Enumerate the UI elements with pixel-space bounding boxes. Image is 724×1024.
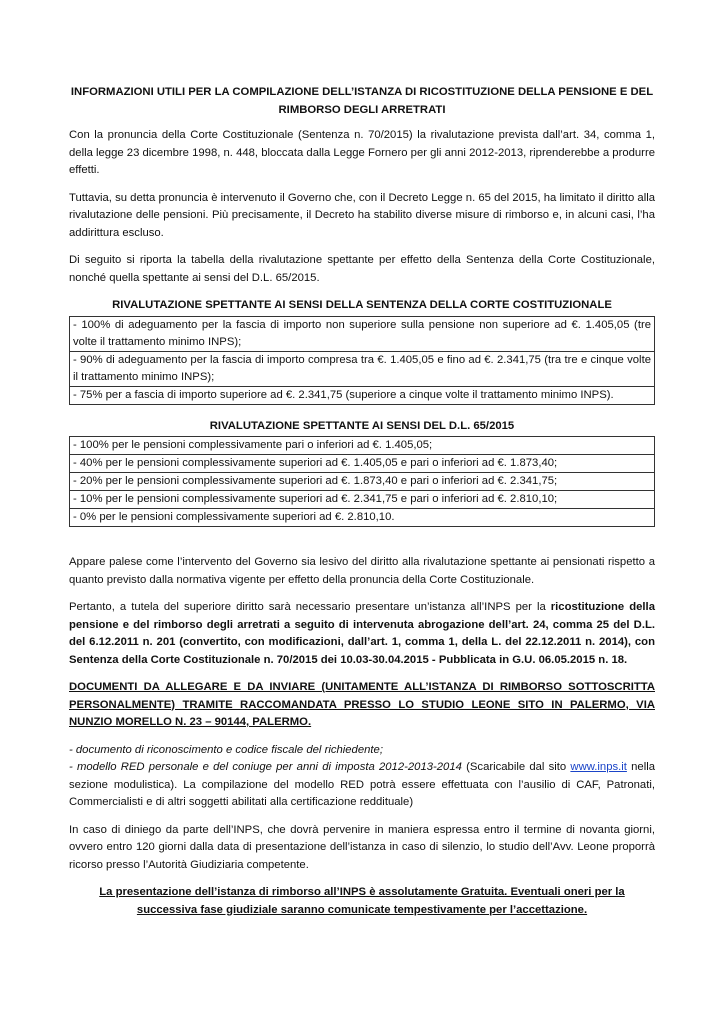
table-cell: - 90% di adeguamento per la fascia di importo compresa tra €. 1.405,05 e fino ad €. 2.341,75 (tra tre e cinque volte il trattamento minimo INPS); bbox=[70, 351, 655, 386]
paragraph-tabella-intro: Di seguito si riporta la tabella della rivalutazione spettante per effetto della Sentenza della Corte Costituzionale, nonché quella spettante ai sensi del D.L. 65/2015. bbox=[69, 254, 655, 284]
document-item-2-text: (Scaricabile dal sito bbox=[461, 761, 571, 773]
table-cell: - 10% per le pensioni complessivamente superiori ad €. 2.341,75 e pari o inferiori ad €. 2.810,10; bbox=[70, 491, 655, 509]
table-dl-65-2015 bbox=[69, 436, 655, 527]
paragraph-decreto: Tuttavia, su detta pronuncia è intervenuto il Governo che, con il Decreto Legge n. 65 del 2015, ha limitato il diritto alla rivalutazione delle pensioni. Più precisamente, il Decreto ha stabilito diverse misure di rimborso e, in alcuni casi, l’ha addirittura escluso. bbox=[69, 191, 655, 239]
document-item-2-rest: nella sezione modulistica). La compilazione del modello RED potrà essere effettuata con l’ausilio di CAF, Patronati, Commercialisti e di altri soggetti abilitati alla certificazione reddituale) bbox=[69, 761, 655, 808]
paragraph-lesivo: Appare palese come l’intervento del Governo sia lesivo del diritto alla rivalutazione spettante ai pensionati rispetto a quanto previsto dalla normativa vigente per effetto della pronuncia della Corte Costituzionale. bbox=[69, 556, 655, 586]
inps-link[interactable]: www.inps.it bbox=[570, 761, 627, 773]
document-page bbox=[69, 84, 655, 929]
document-item-1: - documento di riconoscimento e codice fiscale del richiedente; bbox=[69, 743, 383, 756]
table-corte-title: RIVALUTAZIONE SPETTANTE AI SENSI DELLA SENTENZA DELLA CORTE COSTITUZIONALE bbox=[112, 299, 612, 311]
table-cell: - 40% per le pensioni complessivamente superiori ad €. 1.405,05 e pari o inferiori ad €. 1.873,40; bbox=[70, 455, 655, 473]
table-row bbox=[70, 491, 655, 509]
paragraph-istanza bbox=[69, 599, 655, 669]
table-row bbox=[70, 455, 655, 473]
table-cell: - 100% di adeguamento per la fascia di importo non superiore sulla pensione non superiore ad €. 1.405,05 (tre volte il trattamento minimo INPS); bbox=[70, 316, 655, 351]
table-cell: - 0% per le pensioni complessivamente superiori ad €. 2.810,10. bbox=[70, 509, 655, 527]
table-corte-costituzionale bbox=[69, 316, 655, 405]
table-row bbox=[70, 351, 655, 386]
table-row bbox=[70, 473, 655, 491]
istanza-bold: ricostituzione della pensione e del rimborso degli arretrati a seguito di intervenuta abrogazione dell’art. 24, comma 25 del D.L. del 6.12.2011 n. 201 (convertito, con modificazioni, dall’art. 1, comma 1, della L. del 22.12.2011 n. 2014), con Sentenza della Corte Costituzionale n. 70/2015 dei 10.03-30.04.2015 - Pubblicata in G.U. 06.05.2015 n. 18. bbox=[69, 601, 655, 666]
spacer bbox=[69, 540, 655, 554]
istanza-lead: Pertanto, a tutela del superiore diritto sarà necessario presentare un’istanza all’INPS per la bbox=[69, 601, 551, 613]
table-cell: - 75% per a fascia di importo superiore ad €. 2.341,75 (superiore a cinque volte il trattamento minimo INPS). bbox=[70, 386, 655, 404]
paragraph-sentenza: Con la pronuncia della Corte Costituzionale (Sentenza n. 70/2015) la rivalutazione prevista dall’art. 34, comma 1, della legge 23 dicembre 1998, n. 448, bloccata dalla Legge Fornero per gli anni 2012-2013, riprenderebbe a produrre effetti. bbox=[69, 129, 655, 176]
documents-heading: DOCUMENTI DA ALLEGARE E DA INVIARE (UNITAMENTE ALL’ISTANZA DI RIMBORSO SOTTOSCRITTA PERSONALMENTE) TRAMITE RACCOMANDATA PRESSO LO STUDIO LEONE SITO IN PALERMO, VIA NUNZIO MORELLO N. 23 – 90144, PALERMO. bbox=[69, 681, 655, 728]
documents-list bbox=[69, 742, 655, 812]
paragraph-diniego: In caso di diniego da parte dell’INPS, che dovrà pervenire in maniera espressa entro il termine di novanta giorni, ovvero entro 120 giorni dalla data di presentazione dell’istanza in caso di silenzio, lo studio dell’Avv. Leone proporrà ricorso presso l’Autorità Giudiziaria competente. bbox=[69, 823, 655, 871]
table-row bbox=[70, 437, 655, 455]
table-cell: - 20% per le pensioni complessivamente superiori ad €. 1.873,40 e pari o inferiori ad €. 2.341,75; bbox=[70, 473, 655, 491]
table-row bbox=[70, 509, 655, 527]
table-row bbox=[70, 316, 655, 351]
table-dl-title: RIVALUTAZIONE SPETTANTE AI SENSI DEL D.L. 65/2015 bbox=[209, 419, 515, 432]
document-item-2: - modello RED personale e del coniuge per anni di imposta 2012-2013-2014 bbox=[69, 761, 462, 773]
final-note: La presentazione dell’istanza di rimborso all’INPS è assolutamente Gratuita. Eventuali oneri per la successiva fase giudiziale saranno comunicate tempestivamente per l’accettazione. bbox=[99, 886, 625, 916]
document-title: INFORMAZIONI UTILI PER LA COMPILAZIONE DELL’ISTANZA DI RICOSTITUZIONE DELLA PENSIONE E DEL RIMBORSO DEGLI ARRETRATI bbox=[70, 86, 654, 116]
table-cell: - 100% per le pensioni complessivamente pari o inferiori ad €. 1.405,05; bbox=[70, 437, 655, 455]
table-row bbox=[70, 386, 655, 404]
